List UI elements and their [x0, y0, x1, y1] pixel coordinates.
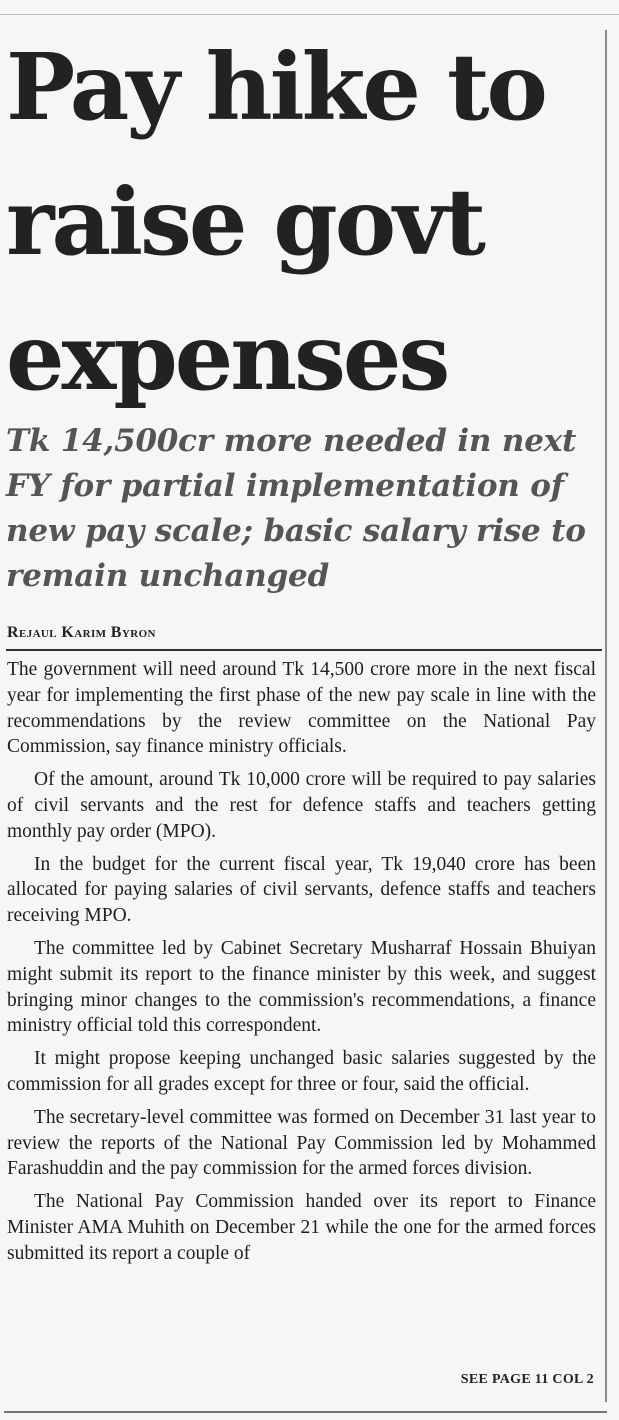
- paragraph-3: In the budget for the current fiscal year, Tk 19,040 crore has been allocated for paying salaries of civil servants, defence staffs and teachers receiving MPO.: [7, 853, 596, 927]
- paragraph-7: The National Pay Commission handed over its report to Finance Minister AMA Muhith on December 21 while the one for the armed forces submitted its report a couple of: [7, 1191, 596, 1264]
- byline-rule: [6, 649, 602, 651]
- column-divider-rule: [605, 30, 607, 1402]
- byline: Rejaul Karim Byron: [7, 624, 156, 641]
- paragraph-5: It might propose keeping unchanged basic salaries suggested by the commission for all grades except for three or four, said the official.: [7, 1048, 596, 1095]
- paragraph-2: Of the amount, around Tk 10,000 crore will be required to pay salaries of civil servants and the rest for defence staffs and teachers getting monthly pay order (MPO).: [7, 769, 596, 842]
- paragraph-4: The committee led by Cabinet Secretary Musharraf Hossain Bhuiyan might submit its report to the finance minister by this week, and suggest bringing minor changes to the commission's recommendations, a finance ministry official told this correspondent.: [7, 937, 596, 1037]
- bottom-border-rule: [4, 1411, 607, 1413]
- paragraph-1: The government will need around Tk 14,500 crore more in the next fiscal year for implementing the first phase of the new pay scale in line with the recommendations by the review committee on the National Pay Commission, say finance ministry officials.: [7, 659, 596, 758]
- paragraph-6: The secretary-level committee was formed on December 31 last year to review the reports of the National Pay Commission led by Mohammed Farashuddin and the pay commission for the armed forces division.: [7, 1106, 596, 1180]
- subheadline: Tk 14,500cr more needed in next FY for partial implementation of new pay scale; basic salary rise to remain unchanged: [6, 423, 586, 594]
- continuation-jump-line: SEE PAGE 11 COL 2: [460, 1372, 594, 1387]
- headline: Pay hike to raise govt expenses: [6, 33, 545, 411]
- article-body: [7, 657, 596, 1267]
- top-border-rule: [0, 14, 619, 15]
